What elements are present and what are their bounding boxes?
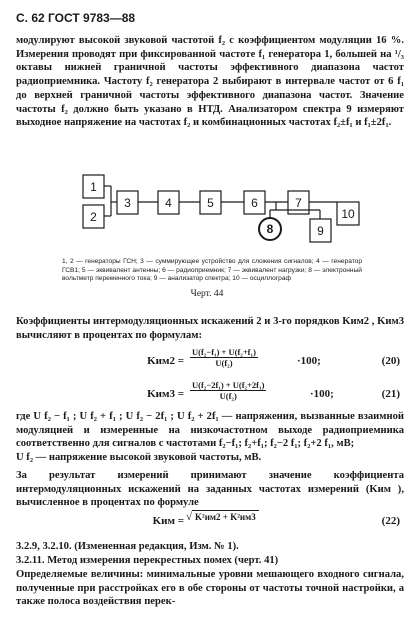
formula-20-fraction xyxy=(190,347,258,368)
figure-label: Черт. 44 xyxy=(190,289,224,299)
block-5-label: 5 xyxy=(207,196,214,210)
formula-20-denominator: U(f₂) xyxy=(215,358,233,368)
paragraph-result: За результат измерений принимают значение коэффициента интермодуляционных искажений на заданных частотах измерений (Kим ), вычисленное в процентах по формуле xyxy=(16,470,404,509)
block-8-label: 8 xyxy=(266,222,274,236)
section-heading-crosstalk: 3.2.11. Метод измерения перекрестных помех (черт. 41) xyxy=(16,555,279,566)
block-9-label: 9 xyxy=(317,224,324,238)
formula-20-rhs: ·100; xyxy=(297,355,321,367)
formula-20-number: (20) xyxy=(381,355,400,367)
formula-21-rhs: ·100; xyxy=(310,388,334,400)
formula-21-numerator: U(f₂−2f₁) + U(f₂+2f₁) xyxy=(192,380,265,390)
paragraph-coefficients: Коэффициенты интермодуляционных искажений 2 и 3-го порядков Kим2 , Kим3 вычисляют в процентах по формулам: xyxy=(16,316,404,341)
paragraph-measurement-procedure: модулируют высокой звуковой частотой f₂ с коэффициентом модуляции 16 %. Измерения проводят при фиксированной частоте f₁ генератора 1, большей на ¹/₃ октавы нижней граничной частоты эффективного диапазона частот радиоприемника. Частоту f₂ генератора 2 выбирают в интервале частот от 6 f₁ до верхней граничной частоты эффективного диапазона частот. Значение частоты f₂ должно быть указано в НТД. Анализатором спектра 9 измеряют выходное напряжение на частотах f₂ и комбинационных частотах f₂±f₁ и f₁±2f₁. xyxy=(16,35,404,129)
block-6-label: 6 xyxy=(251,196,258,210)
formula-22-lhs: Kим = xyxy=(152,515,184,527)
formula-21-fraction xyxy=(190,380,266,401)
formula-22-number: (22) xyxy=(381,515,400,527)
formula-20-numerator: U(f₂−f₁) + U(f₂+f₁) xyxy=(192,347,256,357)
block-2-label: 2 xyxy=(90,210,97,224)
figure-caption: 1, 2 — генераторы ГСН; 3 — суммирующее устройство для сложения сигналов; 4 — генератор ГСВ1; 5 — эквивалент антенны; 6 — радиоприемник; 7 — эквивалент нагрузки; 8 — электронный вольтметр переменного тока; 9 — анализатор спектра; 10 — осциллограф xyxy=(62,258,362,283)
page-header: С. 62 ГОСТ 9783—88 xyxy=(16,11,136,25)
block-7-label: 7 xyxy=(295,196,302,210)
formula-20-lhs: Kим2 = xyxy=(147,355,184,367)
block-10-label: 10 xyxy=(341,207,355,221)
amendment-note: 3.2.9, 3.2.10. (Измененная редакция, Изм. № 1). xyxy=(16,541,239,552)
block-diagram xyxy=(0,160,414,270)
formula-22-radicand: K²им2 + K²им3 xyxy=(192,510,259,522)
block-3-label: 3 xyxy=(124,196,131,210)
block-1-label: 1 xyxy=(90,180,97,194)
block-4-label: 4 xyxy=(165,196,172,210)
paragraph-definitions: где U f₂ − f₁ ; U f₂ + f₁ ; U f₂ − 2f₁ ; U f₂ + 2f₁ — напряжения, вызванные взаимной модуляцией и измеренные на низкочастотном выходе радиоприемника соответственно для сигналов с частотами f₂−f₁; f₂+f₁; f₂−2 f₁; f₂+2 f₁, мВ; U f₂ — напряжение высокой звуковой частоты, мВ. xyxy=(16,411,404,464)
formula-21-number: (21) xyxy=(381,388,400,400)
sqrt-sign: √ K²им2 + K²им3 xyxy=(186,511,259,523)
formula-21-lhs: Kим3 = xyxy=(147,388,184,400)
formula-21-denominator: U(f₂) xyxy=(219,391,237,401)
paragraph-determined-values: Определяемые величины: минимальные уровни мешающего входного сигнала, полученные при расстройках его в обе стороны от частоты точной настройки, а также полоса воздействия перек- xyxy=(16,569,404,608)
